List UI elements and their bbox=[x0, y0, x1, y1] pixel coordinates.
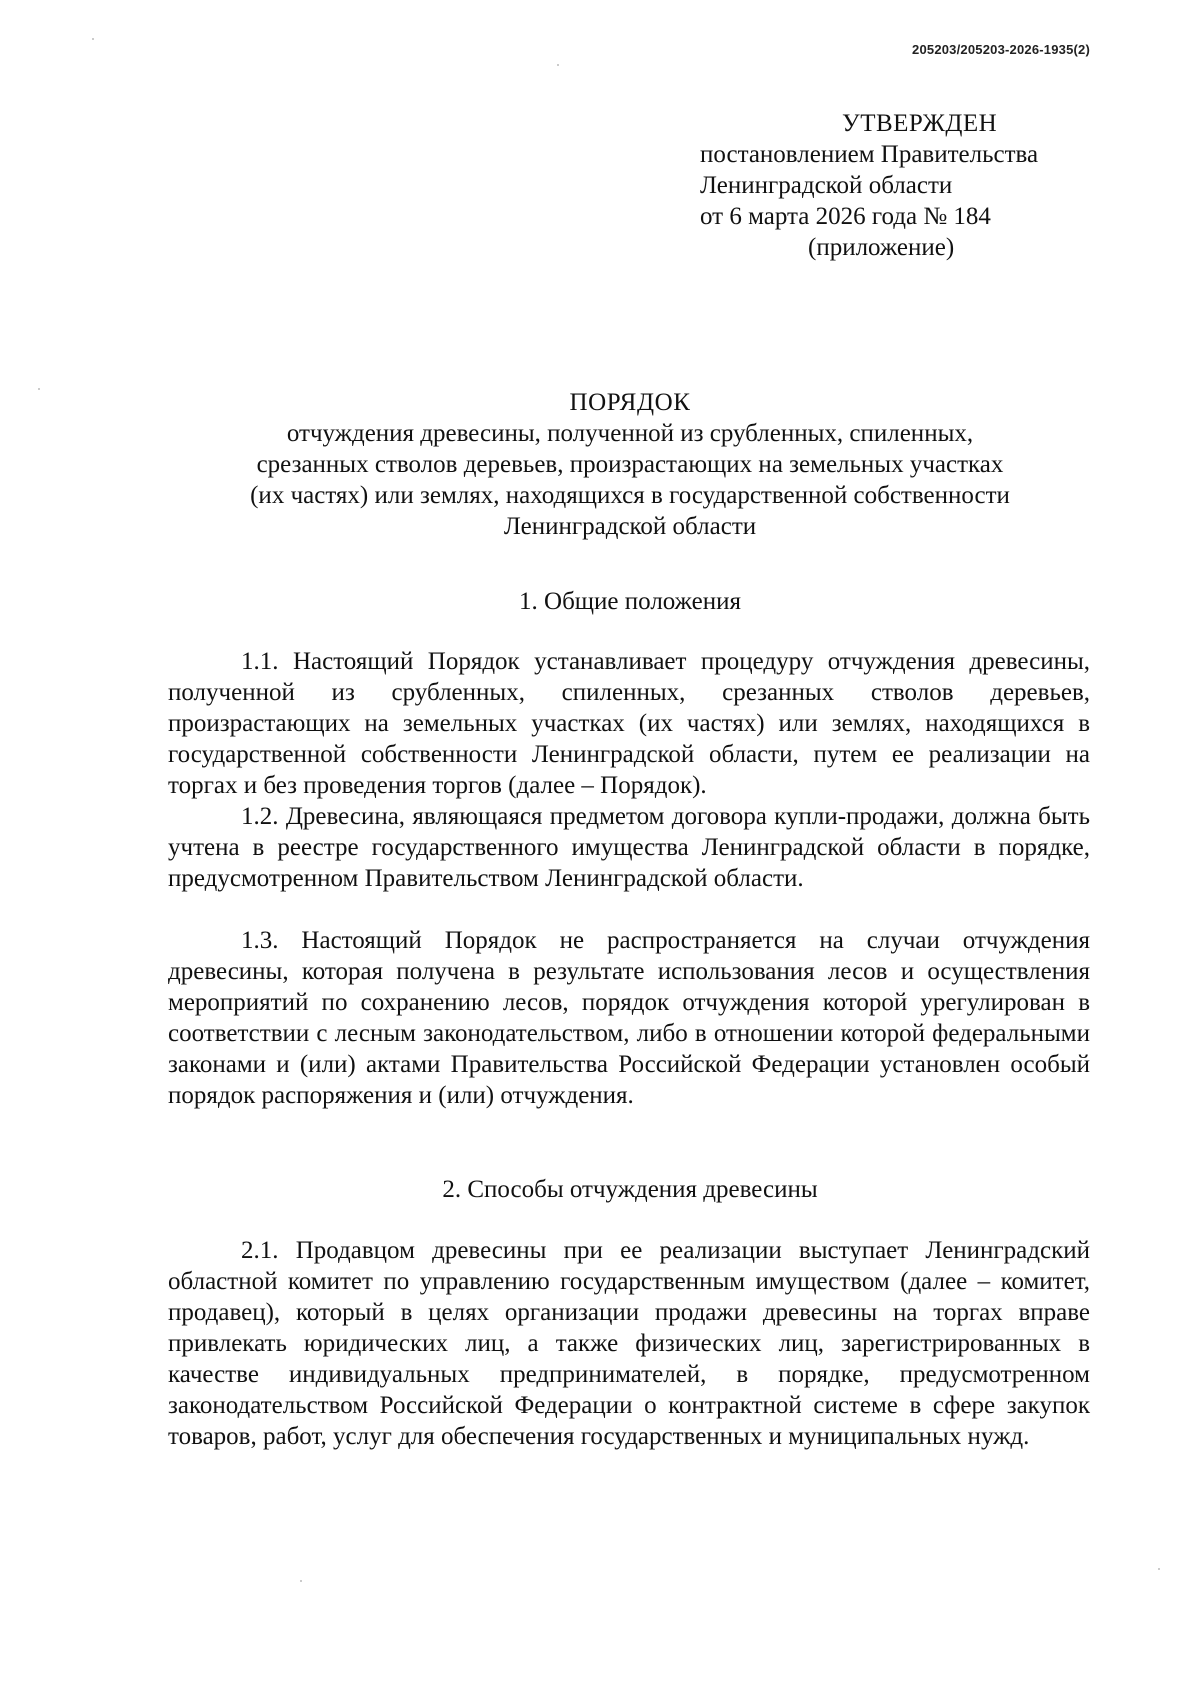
section-1-heading: 1. Общие положения bbox=[519, 588, 741, 615]
approval-line-3: от 6 марта 2026 года № 184 bbox=[700, 203, 991, 230]
title-line-4: Ленинградской области bbox=[503, 513, 757, 540]
title-main: ПОРЯДОК bbox=[569, 389, 691, 416]
document-title bbox=[150, 387, 1110, 542]
approval-line-1: постановлением Правительства bbox=[700, 141, 1039, 168]
scan-speck bbox=[1158, 1568, 1160, 1570]
paragraph-1-1: 1.1. Настоящий Порядок устанавливает процедуру отчуждения древесины, полученной из срубленных, спиленных, срезанных стволов деревьев, произрастающих на земельных участках (их частях) или землях, находящихся в государственной собственности Ленинградской области, путем ее реализации на торгах и без проведения торгов (далее – Порядок). bbox=[168, 648, 1090, 799]
title-line-1: отчуждения древесины, полученной из срубленных, спиленных, bbox=[286, 420, 974, 447]
title-line-3: (их частях) или землях, находящихся в государственной собственности bbox=[250, 482, 1010, 509]
approval-stamp bbox=[700, 108, 1120, 263]
approval-line-4: (приложение) bbox=[808, 234, 955, 261]
paragraph-2-1: 2.1. Продавцом древесины при ее реализации выступает Ленинградский областной комитет по управлению государственным имуществом (далее – комитет, продавец), который в целях организации продажи древесины на торгах вправе привлекать юридических лиц, а также физических лиц, зарегистрированных в качестве индивидуальных предпринимателей, в порядке, предусмотренном законодательством Российской Федерации о контрактной системе в сфере закупок товаров, работ, услуг для обеспечения государственных и муниципальных нужд. bbox=[168, 1237, 1090, 1450]
section-2-heading: 2. Способы отчуждения древесины bbox=[442, 1176, 818, 1203]
document-id: 205203/205203-2026-1935(2) bbox=[912, 42, 1090, 57]
title-line-2: срезанных стволов деревьев, произрастающих на земельных участках bbox=[256, 451, 1004, 478]
paragraph-1-3: 1.3. Настоящий Порядок не распространяется на случаи отчуждения древесины, которая получена в результате использования лесов и осуществления мероприятий по сохранению лесов, порядок отчуждения которой урегулирован в соответствии с лесным законодательством, либо в отношении которой федеральными законами и (или) актами Правительства Российской Федерации установлен особый порядок распоряжения и (или) отчуждения. bbox=[168, 927, 1090, 1109]
scan-speck bbox=[557, 64, 559, 66]
approval-line-2: Ленинградской области bbox=[700, 172, 953, 199]
approval-heading: УТВЕРЖДЕН bbox=[842, 110, 998, 137]
scan-speck bbox=[300, 1580, 302, 1582]
scan-speck bbox=[92, 38, 94, 40]
scan-speck bbox=[38, 388, 40, 390]
paragraph-1-2: 1.2. Древесина, являющаяся предметом договора купли-продажи, должна быть учтена в реестре государственного имущества Ленинградской области в порядке, предусмотренном Правительством Ленинградской области. bbox=[168, 803, 1090, 892]
